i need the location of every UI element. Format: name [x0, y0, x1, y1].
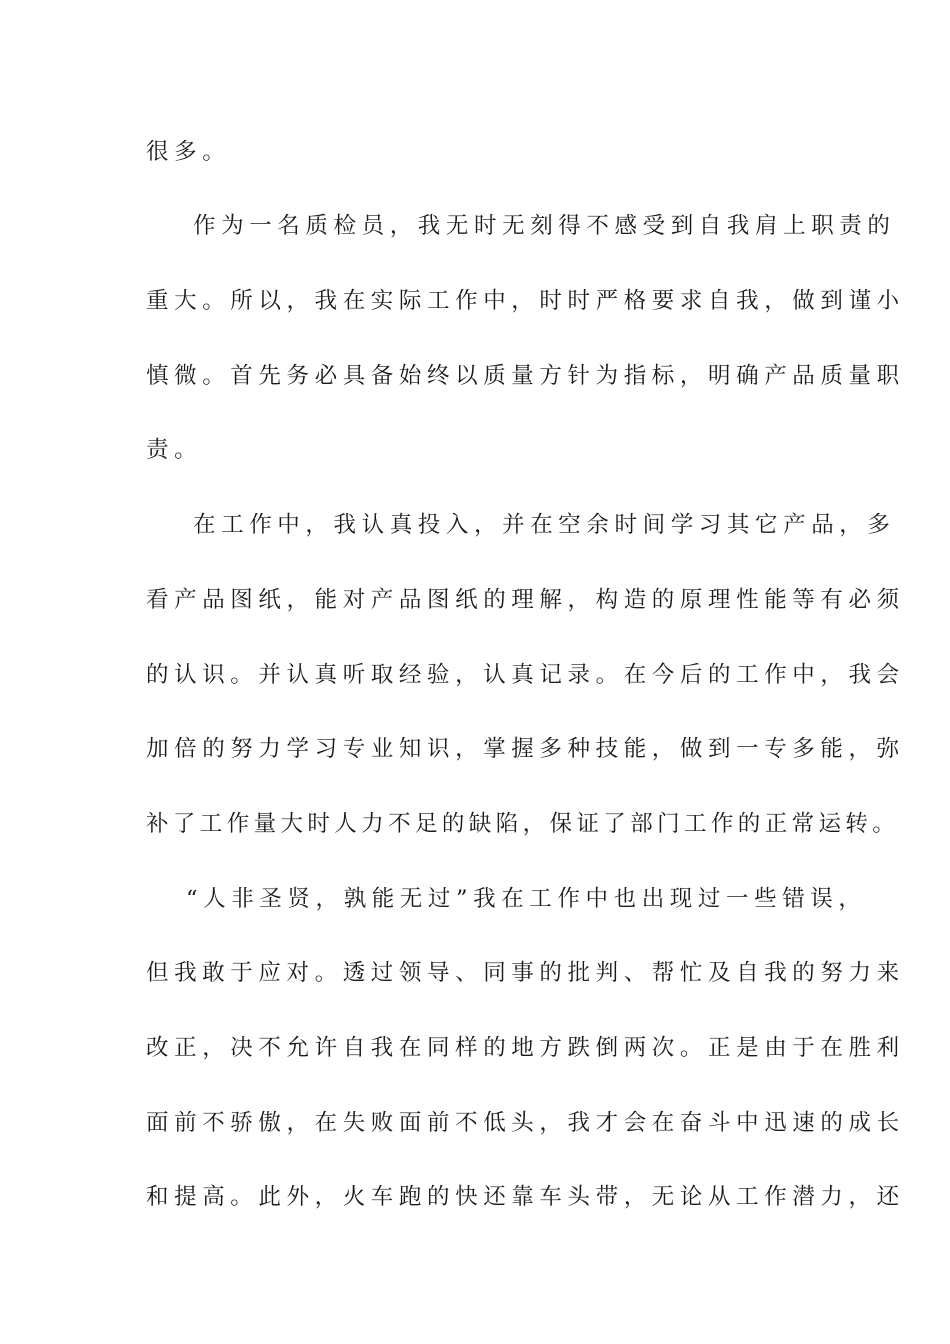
paragraph-4-line-4: 面前不骄傲，在失败面前不低头，我才会在奋斗中迅速的成长 — [146, 1110, 905, 1136]
paragraph-3-line-2: 看产品图纸，能对产品图纸的理解，构造的原理性能等有必须 — [146, 587, 905, 613]
paragraph-2-line-1: 作为一名质检员，我无时无刻得不感受到自我肩上职责的 — [193, 213, 896, 239]
paragraph-2-line-4: 责。 — [146, 437, 203, 463]
paragraph-4-line-5: 和提高。此外，火车跑的快还靠车头带，无论从工作潜力，还 — [146, 1184, 905, 1210]
paragraph-3-line-4: 加倍的努力学习专业知识，掌握多种技能，做到一专多能，弥 — [146, 736, 905, 762]
paragraph-2-line-2: 重大。所以，我在实际工作中，时时严格要求自我，做到谨小 — [146, 288, 905, 314]
paragraph-4-line-1: “人非圣贤，孰能无过”我在工作中也出现过一些错误， — [186, 886, 867, 912]
paragraph-3-line-3: 的认识。并认真听取经验，认真记录。在今后的工作中，我会 — [146, 662, 905, 688]
paragraph-3-line-1: 在工作中，我认真投入，并在空余时间学习其它产品，多 — [193, 512, 896, 538]
paragraph-2-line-3: 慎微。首先务必具备始终以质量方针为指标，明确产品质量职 — [146, 363, 905, 389]
text-line-1: 很多。 — [146, 139, 231, 165]
paragraph-4-line-2: 但我敢于应对。透过领导、同事的批判、帮忙及自我的努力来 — [146, 960, 905, 986]
paragraph-4-line-3: 改正，决不允许自我在同样的地方跌倒两次。正是由于在胜利 — [146, 1035, 905, 1061]
paragraph-3-line-5: 补了工作量大时人力不足的缺陷，保证了部门工作的正常运转。 — [146, 811, 900, 837]
